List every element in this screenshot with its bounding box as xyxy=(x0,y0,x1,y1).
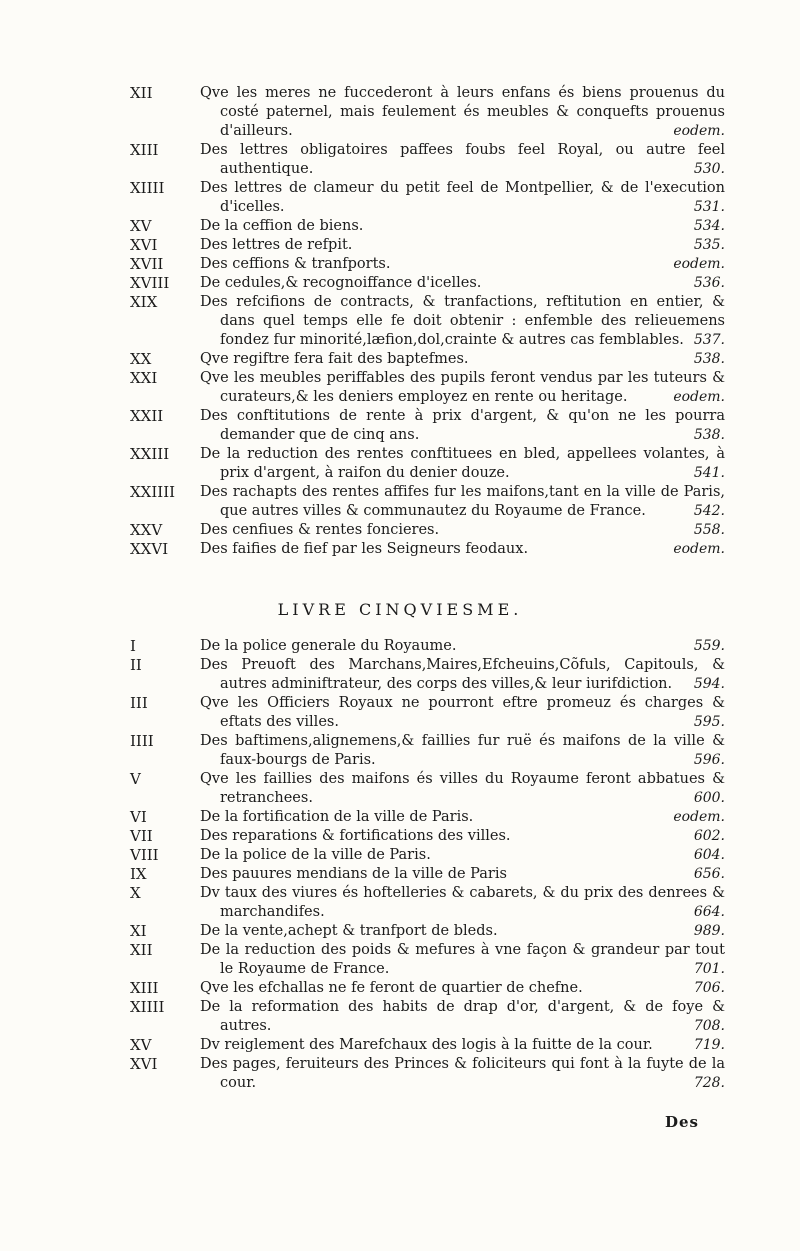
chapter-number: VIII xyxy=(130,846,159,864)
chapter-title-text: Des lettres obligatoires paffees foubs feel Royal, ou autre feel authentique. xyxy=(200,142,725,177)
page-reference: eodem. xyxy=(673,389,725,405)
chapter-number: XXIIII xyxy=(130,483,176,501)
toc-entry xyxy=(0,274,800,293)
chapter-number: XVII xyxy=(130,255,164,273)
chapter-number: I xyxy=(130,637,136,655)
chapter-number: XII xyxy=(130,941,153,959)
page-reference: 706. xyxy=(693,980,725,996)
chapter-title xyxy=(200,540,725,559)
toc-entry xyxy=(0,141,800,179)
page-reference: 595. xyxy=(693,714,725,730)
chapter-title xyxy=(200,255,725,274)
catchword: Des xyxy=(665,1113,699,1131)
chapter-number: XI xyxy=(130,922,147,940)
chapter-number: XXV xyxy=(130,521,163,539)
chapter-number: XIIII xyxy=(130,179,165,197)
chapter-number: XXI xyxy=(130,369,158,387)
page-reference: 600. xyxy=(693,790,725,806)
chapter-title-text: Des pages, feruiteurs des Princes & foliciteurs qui font à la fuyte de la cour. xyxy=(200,1056,725,1091)
chapter-title-text: Dv taux des viures és hoftelleries & cabarets, & du prix des denrees & marchandifes. xyxy=(200,885,725,920)
toc-entry xyxy=(0,865,800,884)
chapter-title-text: De la police de la ville de Paris. xyxy=(200,847,431,863)
chapter-number: XVIII xyxy=(130,274,170,292)
chapter-title-text: Qve les faillies des maifons és villes du Royaume feront abbatues & retranchees. xyxy=(200,771,725,806)
toc-entry xyxy=(0,1055,800,1093)
chapter-title xyxy=(200,922,725,941)
chapter-title xyxy=(200,656,725,694)
page-reference: 719. xyxy=(693,1037,725,1053)
toc-entry xyxy=(0,1036,800,1055)
toc-entry xyxy=(0,407,800,445)
toc-entry xyxy=(0,369,800,407)
page-reference: 542. xyxy=(693,503,725,519)
chapter-title-text: Qve les Officiers Royaux ne pourront eftre promeuz és charges & eftats des villes. xyxy=(200,695,725,730)
chapter-number: IIII xyxy=(130,732,154,750)
toc-entry xyxy=(0,770,800,808)
chapter-title-text: De la vente,achept & tranfport de bleds. xyxy=(200,923,498,939)
page-reference: 537. xyxy=(693,332,725,348)
chapter-number: X xyxy=(130,884,141,902)
chapter-number: IX xyxy=(130,865,147,883)
book-heading: LIVRE CINQVIESME. xyxy=(277,600,523,619)
chapter-number: XXVI xyxy=(130,540,169,558)
chapter-title xyxy=(200,236,725,255)
toc-entry xyxy=(0,350,800,369)
chapter-title xyxy=(200,884,725,922)
chapter-title-text: Qve les efchallas ne fe feront de quartier de chefne. xyxy=(200,980,583,996)
chapter-title xyxy=(200,979,725,998)
chapter-number: VII xyxy=(130,827,153,845)
page-reference: eodem. xyxy=(673,541,725,557)
toc-entry xyxy=(0,846,800,865)
chapter-title-text: Des rachapts des rentes affifes fur les maifons,tant en la ville de Paris, que autres villes & communautez du Royaume de France. xyxy=(200,484,725,519)
chapter-title-text: De cedules,& recognoiffance d'icelles. xyxy=(200,275,482,291)
chapter-number: V xyxy=(130,770,141,788)
page-reference: eodem. xyxy=(673,256,725,272)
toc-entry xyxy=(0,293,800,350)
toc-entry xyxy=(0,998,800,1036)
toc-entry xyxy=(0,694,800,732)
chapter-title-text: Des conftitutions de rente à prix d'argent, & qu'on ne les pourra demander que de cinq ans. xyxy=(200,408,725,443)
chapter-title xyxy=(200,808,725,827)
chapter-title xyxy=(200,483,725,521)
toc-entry xyxy=(0,540,800,559)
chapter-title xyxy=(200,941,725,979)
chapter-title xyxy=(200,350,725,369)
chapter-title-text: Des pauures mendians de la ville de Paris xyxy=(200,866,507,882)
chapter-title-text: Des Preuoft des Marchans,Maires,Efcheuins,Cõfuls, Capitouls, & autres adminiftrateur, des corps des villes,& leur iurifdiction. xyxy=(200,657,725,692)
page-reference: 558. xyxy=(693,522,725,538)
page-reference: 530. xyxy=(693,161,725,177)
chapter-title-text: De la reformation des habits de drap d'or, d'argent, & de foye & autres. xyxy=(200,999,725,1034)
chapter-number: XIX xyxy=(130,293,158,311)
toc-entry xyxy=(0,637,800,656)
toc-entry xyxy=(0,521,800,540)
chapter-number: II xyxy=(130,656,142,674)
page-reference: 541. xyxy=(693,465,725,481)
chapter-title xyxy=(200,732,725,770)
toc-entry xyxy=(0,941,800,979)
chapter-title xyxy=(200,84,725,141)
toc-entry xyxy=(0,884,800,922)
chapter-title xyxy=(200,179,725,217)
chapter-number: VI xyxy=(130,808,147,826)
chapter-title xyxy=(200,846,725,865)
toc-entry xyxy=(0,84,800,141)
toc-entry xyxy=(0,979,800,998)
chapter-number: XX xyxy=(130,350,152,368)
chapter-title xyxy=(200,217,725,236)
chapter-title-text: Des reparations & fortifications des villes. xyxy=(200,828,511,844)
chapter-number: XIII xyxy=(130,141,159,159)
page-reference: 701. xyxy=(693,961,725,977)
chapter-number: XV xyxy=(130,1036,152,1054)
chapter-title-text: Des ceffions & tranfports. xyxy=(200,256,391,272)
chapter-title xyxy=(200,445,725,483)
chapter-title xyxy=(200,770,725,808)
table-of-contents-section-2 xyxy=(0,637,800,1093)
toc-entry xyxy=(0,922,800,941)
chapter-title-text: De la reduction des rentes conftituees en bled, appellees volantes, à prix d'argent, à raifon du denier douze. xyxy=(200,446,725,481)
page-reference: 535. xyxy=(693,237,725,253)
chapter-title-text: De la ceffion de biens. xyxy=(200,218,364,234)
toc-entry xyxy=(0,255,800,274)
chapter-title-text: De la reduction des poids & mefures à vne façon & grandeur par tout le Royaume de France. xyxy=(200,942,725,977)
chapter-title-text: Qve regiftre fera fait des baptefmes. xyxy=(200,351,469,367)
chapter-title xyxy=(200,998,725,1036)
chapter-title xyxy=(200,865,725,884)
page-reference: 536. xyxy=(693,275,725,291)
chapter-title-text: Des lettres de refpit. xyxy=(200,237,353,253)
chapter-title-text: De la police generale du Royaume. xyxy=(200,638,457,654)
chapter-number: XVI xyxy=(130,1055,158,1073)
chapter-title xyxy=(200,1055,725,1093)
chapter-title xyxy=(200,407,725,445)
chapter-title xyxy=(200,141,725,179)
toc-entry xyxy=(0,732,800,770)
toc-entry xyxy=(0,445,800,483)
chapter-number: XIII xyxy=(130,979,159,997)
chapter-title xyxy=(200,637,725,656)
chapter-title-text: Des refcifions de contracts, & tranfactions, reftitution en entier, & dans quel temps elle fe doit obtenir : enfemble des relieuemens fondez fur minorité,læfion,dol,crainte & autres cas femblables. xyxy=(200,294,725,348)
chapter-number: XXII xyxy=(130,407,164,425)
chapter-title xyxy=(200,1036,725,1055)
page-reference: 538. xyxy=(693,427,725,443)
page-reference: 664. xyxy=(693,904,725,920)
chapter-title-text: De la fortification de la ville de Paris. xyxy=(200,809,474,825)
chapter-number: XV xyxy=(130,217,152,235)
toc-entry xyxy=(0,827,800,846)
chapter-title xyxy=(200,521,725,540)
page-reference: 656. xyxy=(693,866,725,882)
chapter-title-text: Des baftimens,alignemens,& faillies fur ruë és maifons de la ville & faux-bourgs de Paris. xyxy=(200,733,725,768)
chapter-title xyxy=(200,274,725,293)
page-reference: eodem. xyxy=(673,123,725,139)
chapter-title-text: Des cenfiues & rentes foncieres. xyxy=(200,522,440,538)
chapter-title xyxy=(200,694,725,732)
toc-entry xyxy=(0,179,800,217)
chapter-number: XXIII xyxy=(130,445,170,463)
page-reference: 594. xyxy=(693,676,725,692)
page-reference: 531. xyxy=(693,199,725,215)
page-reference: 602. xyxy=(693,828,725,844)
chapter-title xyxy=(200,369,725,407)
page-reference: 538. xyxy=(693,351,725,367)
page-reference: eodem. xyxy=(673,809,725,825)
page-reference: 534. xyxy=(693,218,725,234)
chapter-title xyxy=(200,827,725,846)
table-of-contents-section-1 xyxy=(0,84,800,559)
toc-entry xyxy=(0,808,800,827)
page-reference: 989. xyxy=(693,923,725,939)
toc-entry xyxy=(0,236,800,255)
page-reference: 708. xyxy=(693,1018,725,1034)
chapter-number: XIIII xyxy=(130,998,165,1016)
chapter-title-text: Des faifies de fief par les Seigneurs feodaux. xyxy=(200,541,529,557)
chapter-number: XVI xyxy=(130,236,158,254)
page-reference: 596. xyxy=(693,752,725,768)
toc-entry xyxy=(0,217,800,236)
chapter-number: III xyxy=(130,694,148,712)
page-reference: 559. xyxy=(693,638,725,654)
chapter-title xyxy=(200,293,725,350)
chapter-number: XII xyxy=(130,84,153,102)
toc-entry xyxy=(0,483,800,521)
page-reference: 728. xyxy=(693,1075,725,1091)
chapter-title-text: Qve les meubles periffables des pupils feront vendus par les tuteurs & curateurs,& les deniers employez en rente ou heritage. xyxy=(200,370,725,405)
chapter-title-text: Qve les meres ne fuccederont à leurs enfans és biens prouenus du costé paternel, mais feulement és meubles & conquefts prouenus d'ailleurs. xyxy=(200,85,725,139)
chapter-title-text: Des lettres de clameur du petit feel de Montpellier, & de l'execution d'icelles. xyxy=(200,180,725,215)
toc-entry xyxy=(0,656,800,694)
page-reference: 604. xyxy=(693,847,725,863)
chapter-title-text: Dv reiglement des Marefchaux des logis à la fuitte de la cour. xyxy=(200,1037,653,1053)
